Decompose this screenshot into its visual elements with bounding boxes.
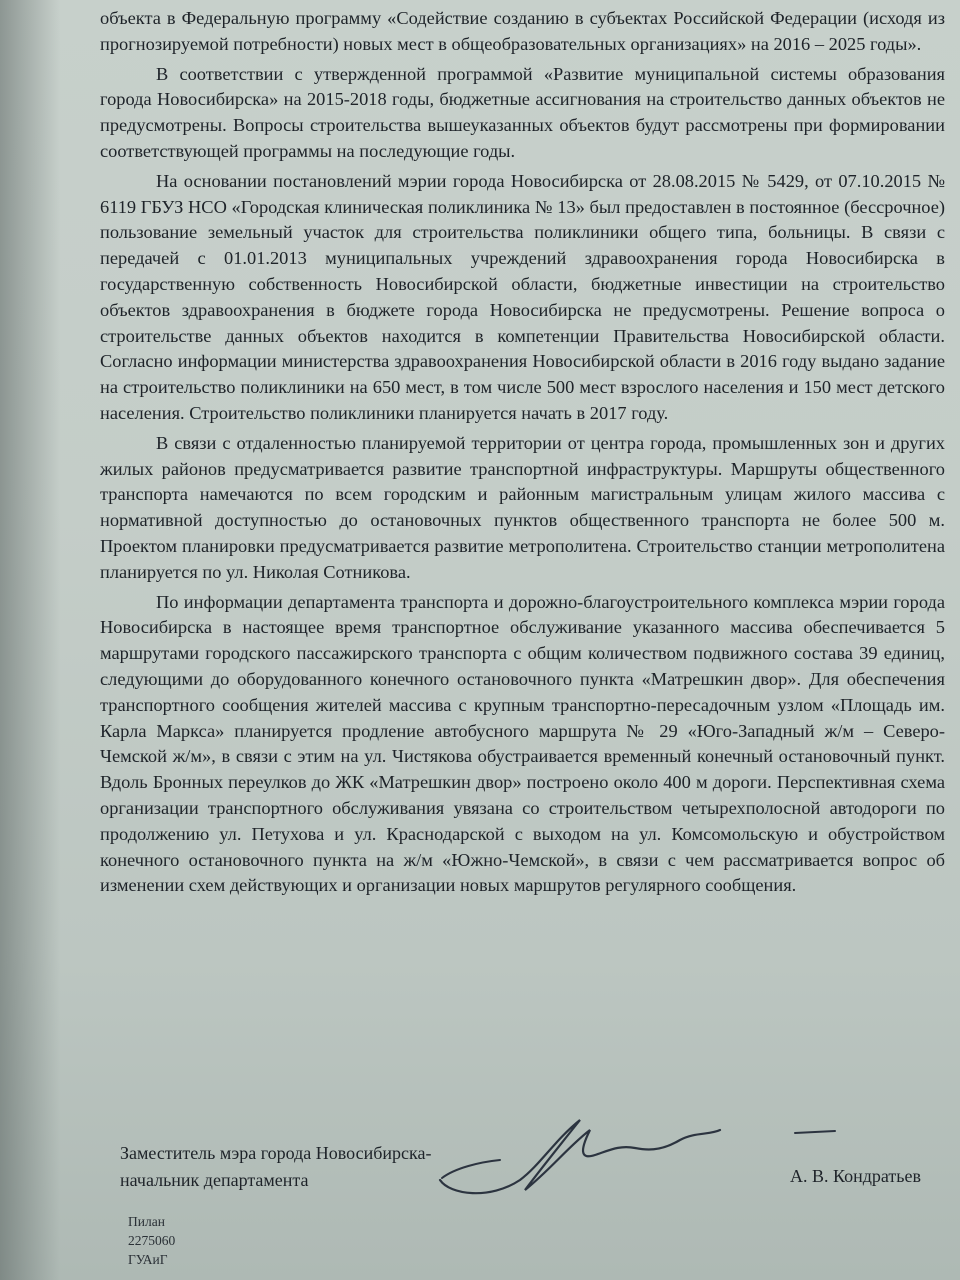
paragraph-3: На основании постановлений мэрии города Новосибирска от 28.08.2015 № 5429, от 07.10.2015 № 6119 ГБУЗ НСО «Городская клиническая поликлиника № 13» был предоставлен в постоянное (бессрочное) пользование земельный участок для строительства поликлиники общего типа, больницы. В связи с передачей с 01.01.2013 муниципальных учреждений здравоохранения города Новосибирска в государственную собственность Новосибирской области, бюджетные инвестиции на строительство объектов здравоохранения в бюджете города Новосибирска не предусмотрены. Решение вопроса о строительстве данных объектов находится в компетенции Правительства Новосибирской области. Согласно информации министерства здравоохранения Новосибирской области в 2016 году выдано задание на строительство поликлиники на 650 мест, в том числе 500 мест взрослого населения и 150 мест детского населения. Строительство поликлиники планируется начать в 2017 году.: [100, 170, 945, 423]
executor-footer: [128, 1212, 175, 1269]
page-edge-shadow: [0, 0, 60, 1280]
position-line-1: Заместитель мэра города Новосибирска-: [120, 1143, 432, 1163]
paragraph-5: По информации департамента транспорта и дорожно-благоустроительного комплекса мэрии города Новосибирска в настоящее время транспортное обслуживание указанного массива обеспечивается 5 маршрутами городского пассажирского транспорта с общим количеством подвижного состава 39 единиц, следующими до оборудованного конечного остановочного пункта «Матрешкин двор». Для обеспечения транспортного сообщения жителей массива с крупным транспортно-пересадочным узлом «Площадь им. Карла Маркса» планируется продление автобусного маршрута № 29 «Юго-Западный ж/м – Северо-Чемской ж/м», в связи с этим на ул. Чистякова обустраивается временный конечный остановочный пункт. Вдоль Бронных переулков до ЖК «Матрешкин двор» построено около 400 м дороги. Перспективная схема организации транспортного обслуживания увязана со строительством четырехполосной автодороги по продолжению ул. Петухова и ул. Краснодарской с выходом на ул. Комсомольскую и обустройством конечного остановочного пункта на ж/м «Южно-Чемской», в связи с чем рассматривается вопрос об изменении схем действующих и организации новых маршрутов регулярного сообщения.: [100, 591, 945, 896]
signer-name: А. В. Кондратьев: [790, 1166, 921, 1186]
executor-department: ГУАиГ: [128, 1252, 168, 1267]
executor-name: Пилан: [128, 1214, 165, 1229]
paragraph-2: В соответствии с утвержденной программой «Развитие муниципальной системы образования города Новосибирска» на 2015-2018 годы, бюджетные ассигнования на строительство данных объектов не предусмотрены. Вопросы строительства вышеуказанных объектов будут рассмотрены при формировании соответствующей программы на последующие годы.: [100, 63, 945, 161]
position-line-2: начальник департамента: [120, 1170, 309, 1190]
executor-phone: 2275060: [128, 1233, 176, 1248]
letter-body: [100, 6, 945, 899]
paragraph-1: объекта в Федеральную программу «Содействие созданию в субъектах Российской Федерации (исходя из прогнозируемой потребности) новых мест в общеобразовательных организациях» на 2016 – 2025 годы».: [100, 8, 945, 54]
paragraph-4: В связи с отдаленностью планируемой территории от центра города, промышленных зон и других жилых районов предусматривается развитие транспортной инфраструктуры. Маршруты общественного транспорта намечаются по всем городским и районным магистральным улицам жилого массива с нормативной доступностью до остановочных пунктов общественного транспорта не более 500 м. Проектом планировки предусматривается развитие метрополитена. Строительство станции метрополитена планируется по ул. Николая Сотникова.: [100, 432, 945, 582]
handwritten-signature: [430, 1100, 850, 1210]
